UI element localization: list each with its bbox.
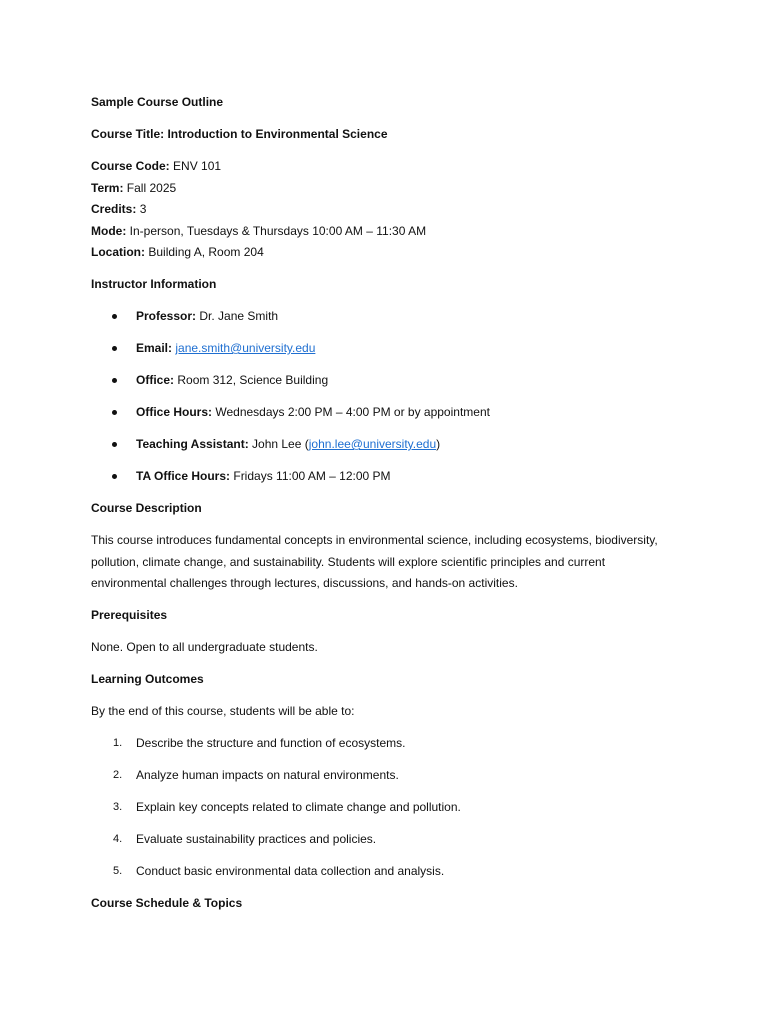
email-label: Email: (136, 341, 173, 355)
spacer (91, 264, 681, 275)
description-line: This course introduces fundamental concepts in environmental science, including ecosystems, biodiversity, (91, 533, 658, 547)
list-item (91, 370, 681, 392)
professor-email-link[interactable]: jane.smith@university.edu (175, 341, 316, 355)
office-value: Room 312, Science Building (177, 373, 329, 387)
bullet-icon (112, 410, 117, 415)
bullet-icon (112, 314, 117, 319)
list-number: 4. (113, 833, 123, 845)
instructor-heading: Instructor Information (91, 277, 217, 291)
schedule-heading: Course Schedule & Topics (91, 896, 243, 910)
credits-line (91, 199, 681, 221)
outcome-text: Conduct basic environmental data collection and analysis. (136, 864, 445, 878)
outcome-text: Explain key concepts related to climate change and pollution. (136, 800, 461, 814)
list-number: 3. (113, 801, 123, 813)
ta-hours-label: TA Office Hours: (136, 469, 231, 483)
list-item (91, 861, 681, 883)
list-item (91, 797, 681, 819)
course-code-line (91, 156, 681, 178)
bullet-icon (112, 442, 117, 447)
professor-label: Professor: (136, 309, 197, 323)
credits-label: Credits: (91, 202, 137, 216)
description-heading: Course Description (91, 501, 202, 515)
outcomes-heading: Learning Outcomes (91, 672, 204, 686)
office-hours-label: Office Hours: (136, 405, 213, 419)
list-number: 1. (113, 737, 123, 749)
course-title-label: Course Title: (91, 127, 165, 141)
description-line: pollution, climate change, and sustainability. Students will explore scientific principles and current (91, 554, 606, 569)
ta-name: John Lee (252, 437, 302, 451)
list-item (91, 338, 681, 360)
description-paragraph (91, 530, 681, 595)
instructor-list (91, 306, 681, 488)
credits-value: 3 (139, 202, 147, 216)
bullet-icon (112, 378, 117, 383)
office-label: Office: (136, 373, 175, 387)
list-item (91, 466, 681, 488)
list-number: 2. (113, 769, 123, 781)
list-item (91, 829, 681, 851)
course-title-value: Introduction to Environmental Science (167, 127, 388, 141)
ta-hours-value: Fridays 11:00 AM – 12:00 PM (233, 469, 391, 483)
ta-email-link[interactable]: john.lee@university.edu (308, 437, 437, 451)
office-hours-value: Wednesdays 2:00 PM – 4:00 PM or by appointment (215, 405, 490, 419)
course-code-value: ENV 101 (173, 159, 222, 173)
list-number: 5. (113, 865, 123, 877)
ta-label: Teaching Assistant: (136, 437, 249, 451)
location-label: Location: (91, 245, 145, 259)
list-item (91, 306, 681, 328)
term-value: Fall 2025 (126, 180, 177, 195)
location-value: Building A, Room 204 (148, 245, 264, 259)
list-item (91, 434, 681, 456)
course-title-line (91, 124, 681, 146)
bullet-icon (112, 346, 117, 351)
list-item (91, 733, 681, 755)
term-label: Term: (91, 180, 124, 195)
prerequisites-text: None. Open to all undergraduate students. (91, 640, 318, 654)
mode-label: Mode: (91, 223, 127, 238)
document-title: Sample Course Outline (91, 95, 224, 109)
course-code-label: Course Code: (91, 159, 170, 173)
ta-open-paren: ( (304, 437, 309, 451)
bullet-icon (112, 474, 117, 479)
mode-line (91, 221, 681, 243)
list-item (91, 402, 681, 424)
mode-value: In-person, Tuesdays & Thursdays 10:00 AM – 11:30 AM (129, 223, 427, 238)
term-line (91, 178, 681, 200)
outcomes-intro: By the end of this course, students will be able to: (91, 704, 355, 718)
list-item (91, 765, 681, 787)
description-line: environmental challenges through lectures, discussions, and hands-on activities. (91, 576, 518, 590)
outcomes-list (91, 733, 681, 883)
outcome-text: Analyze human impacts on natural environments. (136, 768, 399, 782)
professor-value: Dr. Jane Smith (199, 309, 279, 323)
location-line (91, 242, 681, 264)
outcome-text: Evaluate sustainability practices and policies. (136, 832, 377, 846)
course-details (91, 156, 681, 264)
prerequisites-heading: Prerequisites (91, 608, 168, 622)
outcome-text: Describe the structure and function of ecosystems. (136, 736, 406, 750)
ta-close-paren: ) (436, 437, 441, 451)
document-content (91, 92, 681, 925)
